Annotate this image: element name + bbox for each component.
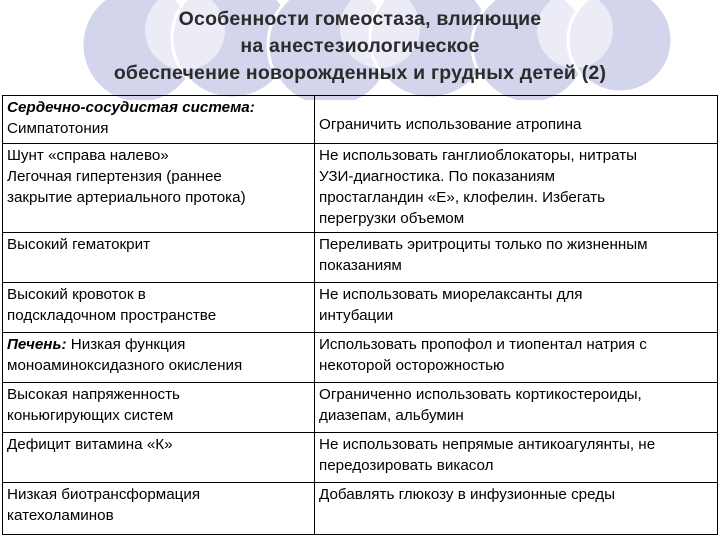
section-heading: Сердечно-сосудистая система: [7,99,255,116]
table-cell-right [315,233,718,283]
cell-text: Переливать эритроциты только по жизненным [319,236,648,253]
cell-text: Высокий гематокрит [7,236,151,253]
cell-text: некоторой осторожностью [319,357,505,374]
cell-text: диазепам, альбумин [319,407,464,424]
cell-text: катехоламинов [7,507,114,524]
cell-text: показаниям [319,257,402,274]
cell-text: Шунт «справа налево» [7,147,169,164]
table-cell-left [3,483,315,535]
table-cell-left [3,96,315,144]
cell-text: Симпатотония [7,120,109,137]
table-cell-right [315,383,718,433]
cell-text: Добавлять глюкозу в инфузионные среды [319,486,616,503]
table-cell-left [3,383,315,433]
table-row [3,483,718,535]
cell-text: Дефицит витамина «К» [7,436,173,453]
title-line-1: Особенности гомеостаза, влияющие [178,8,542,30]
title-line-2: на анестезиологическое [240,35,480,57]
cell-text: подскладочном пространстве [7,307,217,324]
section-heading: Печень: [7,336,67,353]
table-cell-left [3,433,315,483]
cell-text: простагландин «Е», клофелин. Избегать [319,189,606,206]
cell-text: закрытие артериального протока) [7,189,246,206]
cell-text: интубации [319,307,394,324]
table-cell-right [315,333,718,383]
table-cell-left [3,144,315,233]
cell-text: УЗИ-диагностика. По показаниям [319,168,555,185]
table-cell-left [3,233,315,283]
table-row [3,333,718,383]
cell-text: передозировать викасол [319,457,494,474]
cell-text: коньюгирующих систем [7,407,174,424]
table-cell-right [315,96,718,144]
table-row [3,283,718,333]
cell-text: моноаминоксидазного окисления [7,357,243,374]
cell-text: перегрузки объемом [319,210,465,227]
cell-text: Ограниченно использовать кортикостероиды, [319,386,642,403]
cell-text: Не использовать непрямые антикоагулянты, не [319,436,656,453]
title-line-3: обеспечение новорожденных и грудных детей (2) [113,62,607,84]
table-cell-right [315,283,718,333]
slide-title [60,6,660,87]
cell-text: Низкая функция [66,336,186,353]
table-cell-left [3,333,315,383]
cell-text: Ограничить использование атропина [319,116,582,133]
cell-text: Использовать пропофол и тиопентал натрия с [319,336,647,353]
cell-text: Низкая биотрансформация [7,486,201,503]
table-cell-right [315,144,718,233]
table-cell-right [315,433,718,483]
cell-text: Легочная гипертензия (раннее [7,168,222,185]
cell-text: Высокий кровоток в [7,286,146,303]
cell-text: Не использовать миорелаксанты для [319,286,583,303]
table-row [3,233,718,283]
homeostasis-table [2,95,718,535]
table-row [3,433,718,483]
cell-text: Не использовать ганглиоблокаторы, нитраты [319,147,638,164]
table-row [3,144,718,233]
table-row [3,96,718,144]
table-cell-left [3,283,315,333]
cell-text: Высокая напряженность [7,386,180,403]
table-row [3,383,718,433]
table-cell-right [315,483,718,535]
